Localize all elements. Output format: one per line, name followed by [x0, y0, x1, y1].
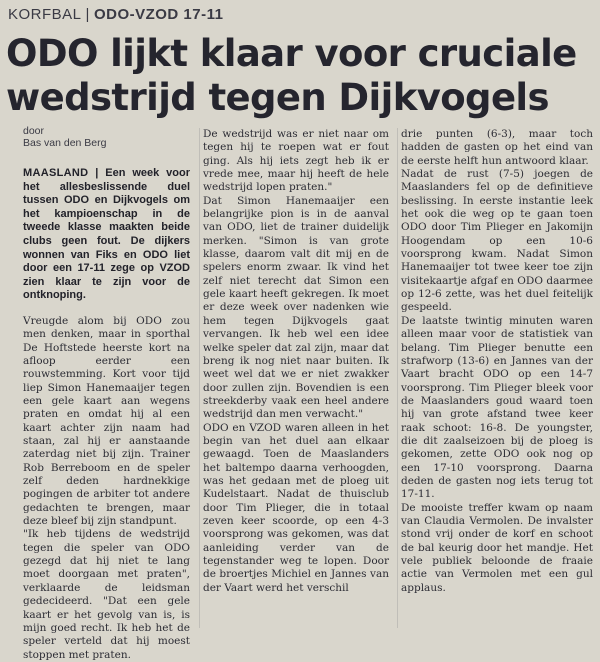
headline	[6, 32, 596, 120]
body-paragraph: Nadat de rust (7-5) joegen de Maaslanders fel op de definitieve beslissing. In eerste instantie leek het ook die weg op te gaan toen ODO door Tim Plieger en Jakomijn Hoogendam op een 10-6 voorsprong kwam. Nadat Simon Hanemaaijer tot twee keer toe zijn visitekaartje afgaf en ODO daarmee op 12-6 zette, was het duel feitelijk gespeeld.	[401, 168, 593, 314]
column-3	[401, 128, 593, 595]
column-1	[23, 167, 190, 662]
author-name: Bas van den Berg	[23, 137, 107, 149]
kicker-separator: |	[85, 6, 90, 23]
column-divider	[199, 128, 200, 628]
dateline: MAASLAND	[23, 167, 89, 179]
column-2	[203, 128, 389, 595]
body-paragraph: De wedstrijd was er niet naar om tegen hij te roepen wat er fout ging. Als hij iets zegt heb ik er vrede mee, maar hij heeft de hele wedstrijd lopen praten."	[203, 128, 389, 194]
body-paragraph: Vreugde alom bij ODO zou men denken, maar in sporthal De Hoftstede heerste kort na afloop eerder een rouwstemming. Kort voor tijd liep Simon Hanemaaijer tegen een gele kaart aan wegens praten en omdat hij al een kaart achter zijn naam had staan, zal hij er aanstaande zaterdag niet bij zijn. Trainer Rob Berreboom en de speler zelf deden hardnekkige pogingen de arbiter tot andere gedachten te brengen, maar deze bleef bij zijn standpunt.	[23, 314, 190, 528]
body-paragraph: De mooiste treffer kwam op naam van Claudia Vermolen. De invalster stond vrij onder de korf en schoot de bal keurig door het mandje. Het vele publiek beloonde de fraaie actie van Vermolen met een gul applaus.	[401, 501, 593, 594]
body-paragraph: "Ik heb tijdens de wedstrijd tegen die speler van ODO gezegd dat hij niet te lang moet doorgaan met praten", verklaarde de leidsman gedecideerd. "Dat een gele kaart er het gevolg van is, is mijn goed recht. Ik heb het de speler verteld dat hij moest stoppen met praten.	[23, 528, 190, 661]
body-paragraph: drie punten (6-3), maar toch hadden de gasten op het eind van de eerste helft hun antwoord klaar.	[401, 128, 593, 167]
match-result: ODO-VZOD 17-11	[93, 6, 224, 23]
column-divider	[397, 128, 398, 628]
headline-line-2: wedstrijd tegen Dijkvogels	[6, 76, 549, 119]
body-paragraph: Dat Simon Hanemaaijer een belangrijke pion is in de aanval van ODO, liet de trainer duidelijk merken. "Simon is van grote klasse, daarom valt dit mij en de spelers enorm zwaar. Ik vind het zelf niet terecht dat Simon een gele kaart heeft gekregen. Ik moet er deze week over nadenken wie hem tegen Dijkvogels gaat vervangen. Ik heb wel een idee welke speler dat zal zijn, maar dat breng ik nog niet naar buiten. Ik weet wel dat we er niet zwakker door zullen zijn. Bovendien is een streekderby vaak een heel andere wedstrijd dan men verwacht."	[203, 194, 389, 421]
lead-paragraph: MAASLAND | Een week voor het allesbeslissende duel tussen ODO en Dijkvogels om het kampioenschap in de tweede klasse maakten beide clubs geen fout. De dijkers wonnen van Fiks en ODO liet door een 17-11 zege op VZOD zien klaar te zijn voor de ontknoping.	[23, 167, 190, 302]
section-label: KORFBAL	[8, 6, 82, 23]
body-paragraph: ODO en VZOD waren alleen in het begin van het duel aan elkaar gewaagd. Toen de Maaslanders het baltempo daarna verhoogden, was het gedaan met de ploeg uit Kudelstaart. Nadat de thuisclub door Tim Plieger, die in totaal zeven keer scoorde, op een 4-3 voorsprong was gekomen, was dat aanleiding verder van de tegenstander weg te lopen. Door de broertjes Michiel en Jannes van der Vaart werd het verschil	[203, 421, 389, 594]
byline-label: door	[23, 125, 45, 137]
byline	[23, 125, 106, 149]
body-paragraph: De laatste twintig minuten waren alleen maar voor de statistiek van belang. Tim Plieger benutte een strafworp (13-6) en Jannes van der Vaart bracht ODO op een 14-7 voorsprong. Tim Plieger bleek voor de Maaslanders goud waard toen hij van grote afstand twee keer raak schoot: 16-8. De youngster, die dit zaalseizoen bij de ploeg is gekomen, zette ODO ook nog op een 17-10 voorsprong. Daarna deden de gasten nog iets terug tot 17-11.	[401, 314, 593, 501]
section-kicker	[8, 6, 223, 23]
headline-line-1: ODO lijkt klaar voor cruciale	[6, 32, 577, 75]
lead-text: Een week voor het allesbeslissende duel tussen ODO en Dijkvogels om het kampioenschap in de tweede klasse maakten beide clubs geen fout. De dijkers wonnen van Fiks en ODO liet door een 17-11 zege op VZOD zien klaar te zijn voor de ontknoping.	[23, 167, 190, 302]
